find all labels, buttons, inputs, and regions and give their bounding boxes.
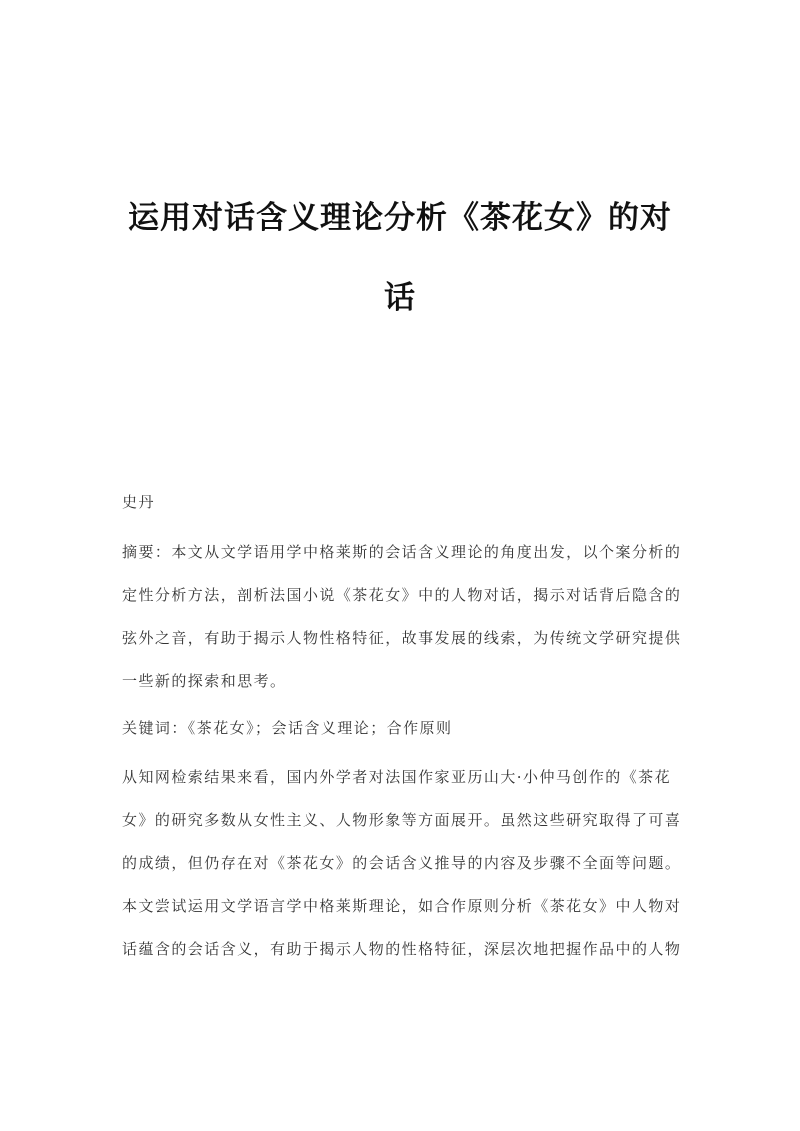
abstract-line-3: 弦外之音，有助于揭示人物性格特征，故事发展的线索，为传统文学研究提供 (122, 629, 682, 647)
abstract-line-2: 定性分析方法，剖析法国小说《茶花女》中的人物对话，揭示对话背后隐含的 (122, 586, 682, 604)
document-title-line-2: 话 (384, 280, 416, 316)
body-line-2: 女》的研究多数从女性主义、人物形象等方面展开。虽然这些研究取得了可喜 (122, 811, 682, 829)
keywords-line: 关键词：《茶花女》；会话含义理论；合作原则 (122, 719, 453, 737)
abstract-line-1: 摘要：本文从文学语用学中格莱斯的会话含义理论的角度出发，以个案分析的 (122, 543, 682, 561)
body-line-1: 从知网检索结果来看，国内外学者对法国作家亚历山大·小仲马创作的《茶花 (122, 768, 672, 786)
body-line-3: 的成绩，但仍存在对《茶花女》的会话含义推导的内容及步骤不全面等问题。 (122, 854, 682, 872)
body-line-5: 话蕴含的会话含义，有助于揭示人物的性格特征，深层次地把握作品中的人物 (122, 940, 682, 958)
author-name: 史丹 (122, 493, 155, 511)
document-title-line-1: 运用对话含义理论分析《茶花女》的对 (128, 200, 672, 236)
body-line-4: 本文尝试运用文学语言学中格莱斯理论，如合作原则分析《茶花女》中人物对 (122, 897, 682, 915)
abstract-line-4: 一些新的探索和思考。 (122, 672, 287, 690)
